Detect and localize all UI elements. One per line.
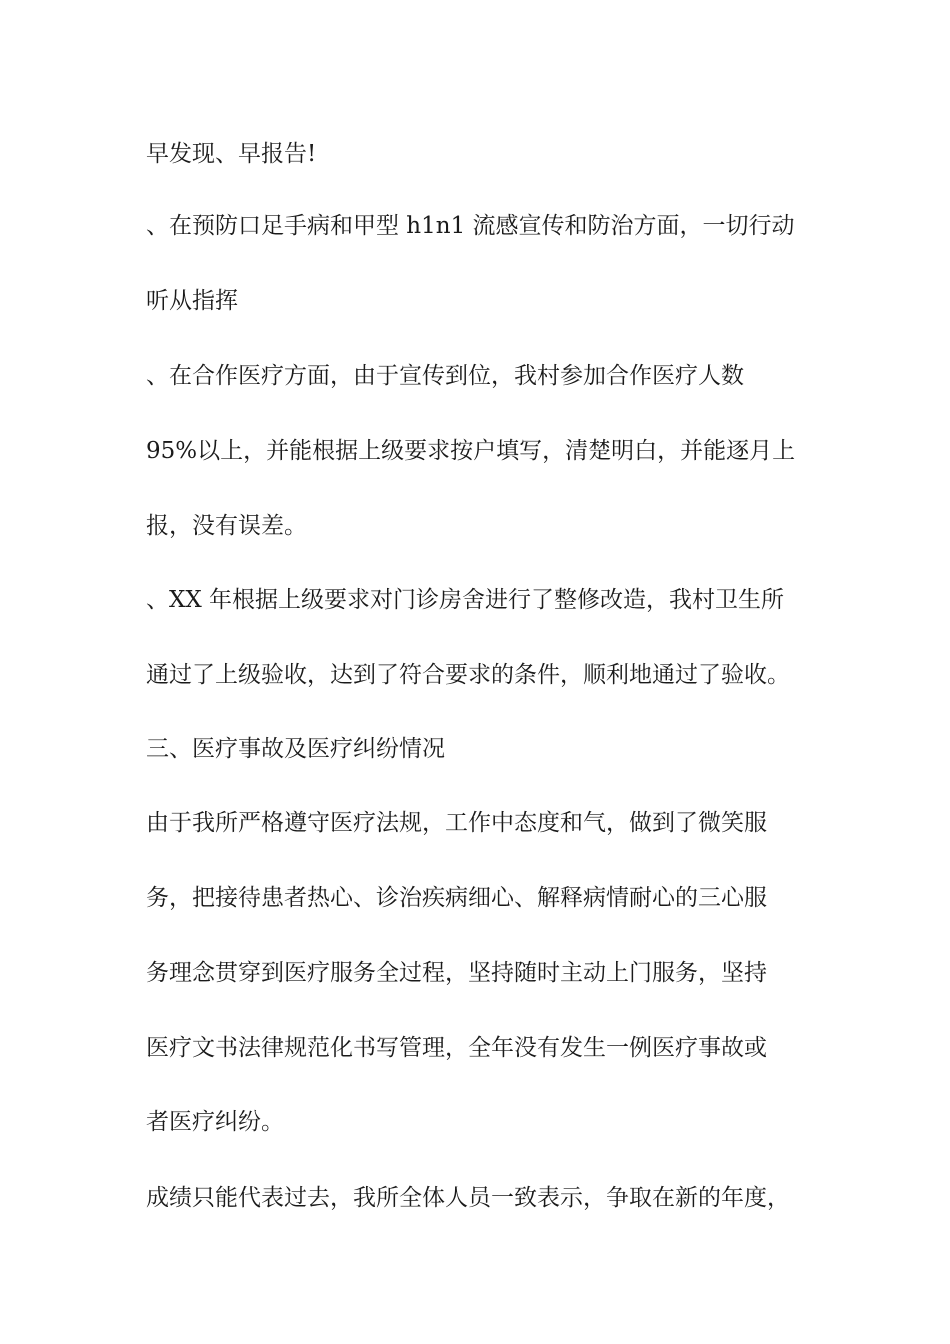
section-heading: 三、医疗事故及医疗纠纷情况 bbox=[146, 736, 445, 762]
text-line: 报，没有误差。 bbox=[146, 513, 307, 539]
text-line: 医疗文书法律规范化书写管理，全年没有发生一例医疗事故或 bbox=[146, 1035, 767, 1061]
text-line: 听从指挥 bbox=[146, 288, 238, 314]
text-line: 、在合作医疗方面，由于宣传到位，我村参加合作医疗人数 bbox=[146, 363, 744, 389]
text-line: 由于我所严格遵守医疗法规，工作中态度和气，做到了微笑服 bbox=[146, 810, 767, 836]
text-line: 95%以上，并能根据上级要求按户填写，清楚明白，并能逐月上 bbox=[146, 438, 796, 464]
text-line: 早发现、早报告! bbox=[146, 141, 317, 167]
text-line: 、在预防口足手病和甲型 h1n1 流感宣传和防治方面，一切行动 bbox=[146, 213, 795, 239]
text-line: 通过了上级验收，达到了符合要求的条件，顺利地通过了验收。 bbox=[146, 662, 790, 688]
text-line: 、XX 年根据上级要求对门诊房舍进行了整修改造，我村卫生所 bbox=[146, 587, 785, 613]
text-line: 务理念贯穿到医疗服务全过程，坚持随时主动上门服务，坚持 bbox=[146, 960, 767, 986]
text-line: 者医疗纠纷。 bbox=[146, 1109, 284, 1135]
text-line: 成绩只能代表过去，我所全体人员一致表示，争取在新的年度， bbox=[146, 1185, 790, 1211]
text-line: 务，把接待患者热心、诊治疾病细心、解释病情耐心的三心服 bbox=[146, 885, 767, 911]
